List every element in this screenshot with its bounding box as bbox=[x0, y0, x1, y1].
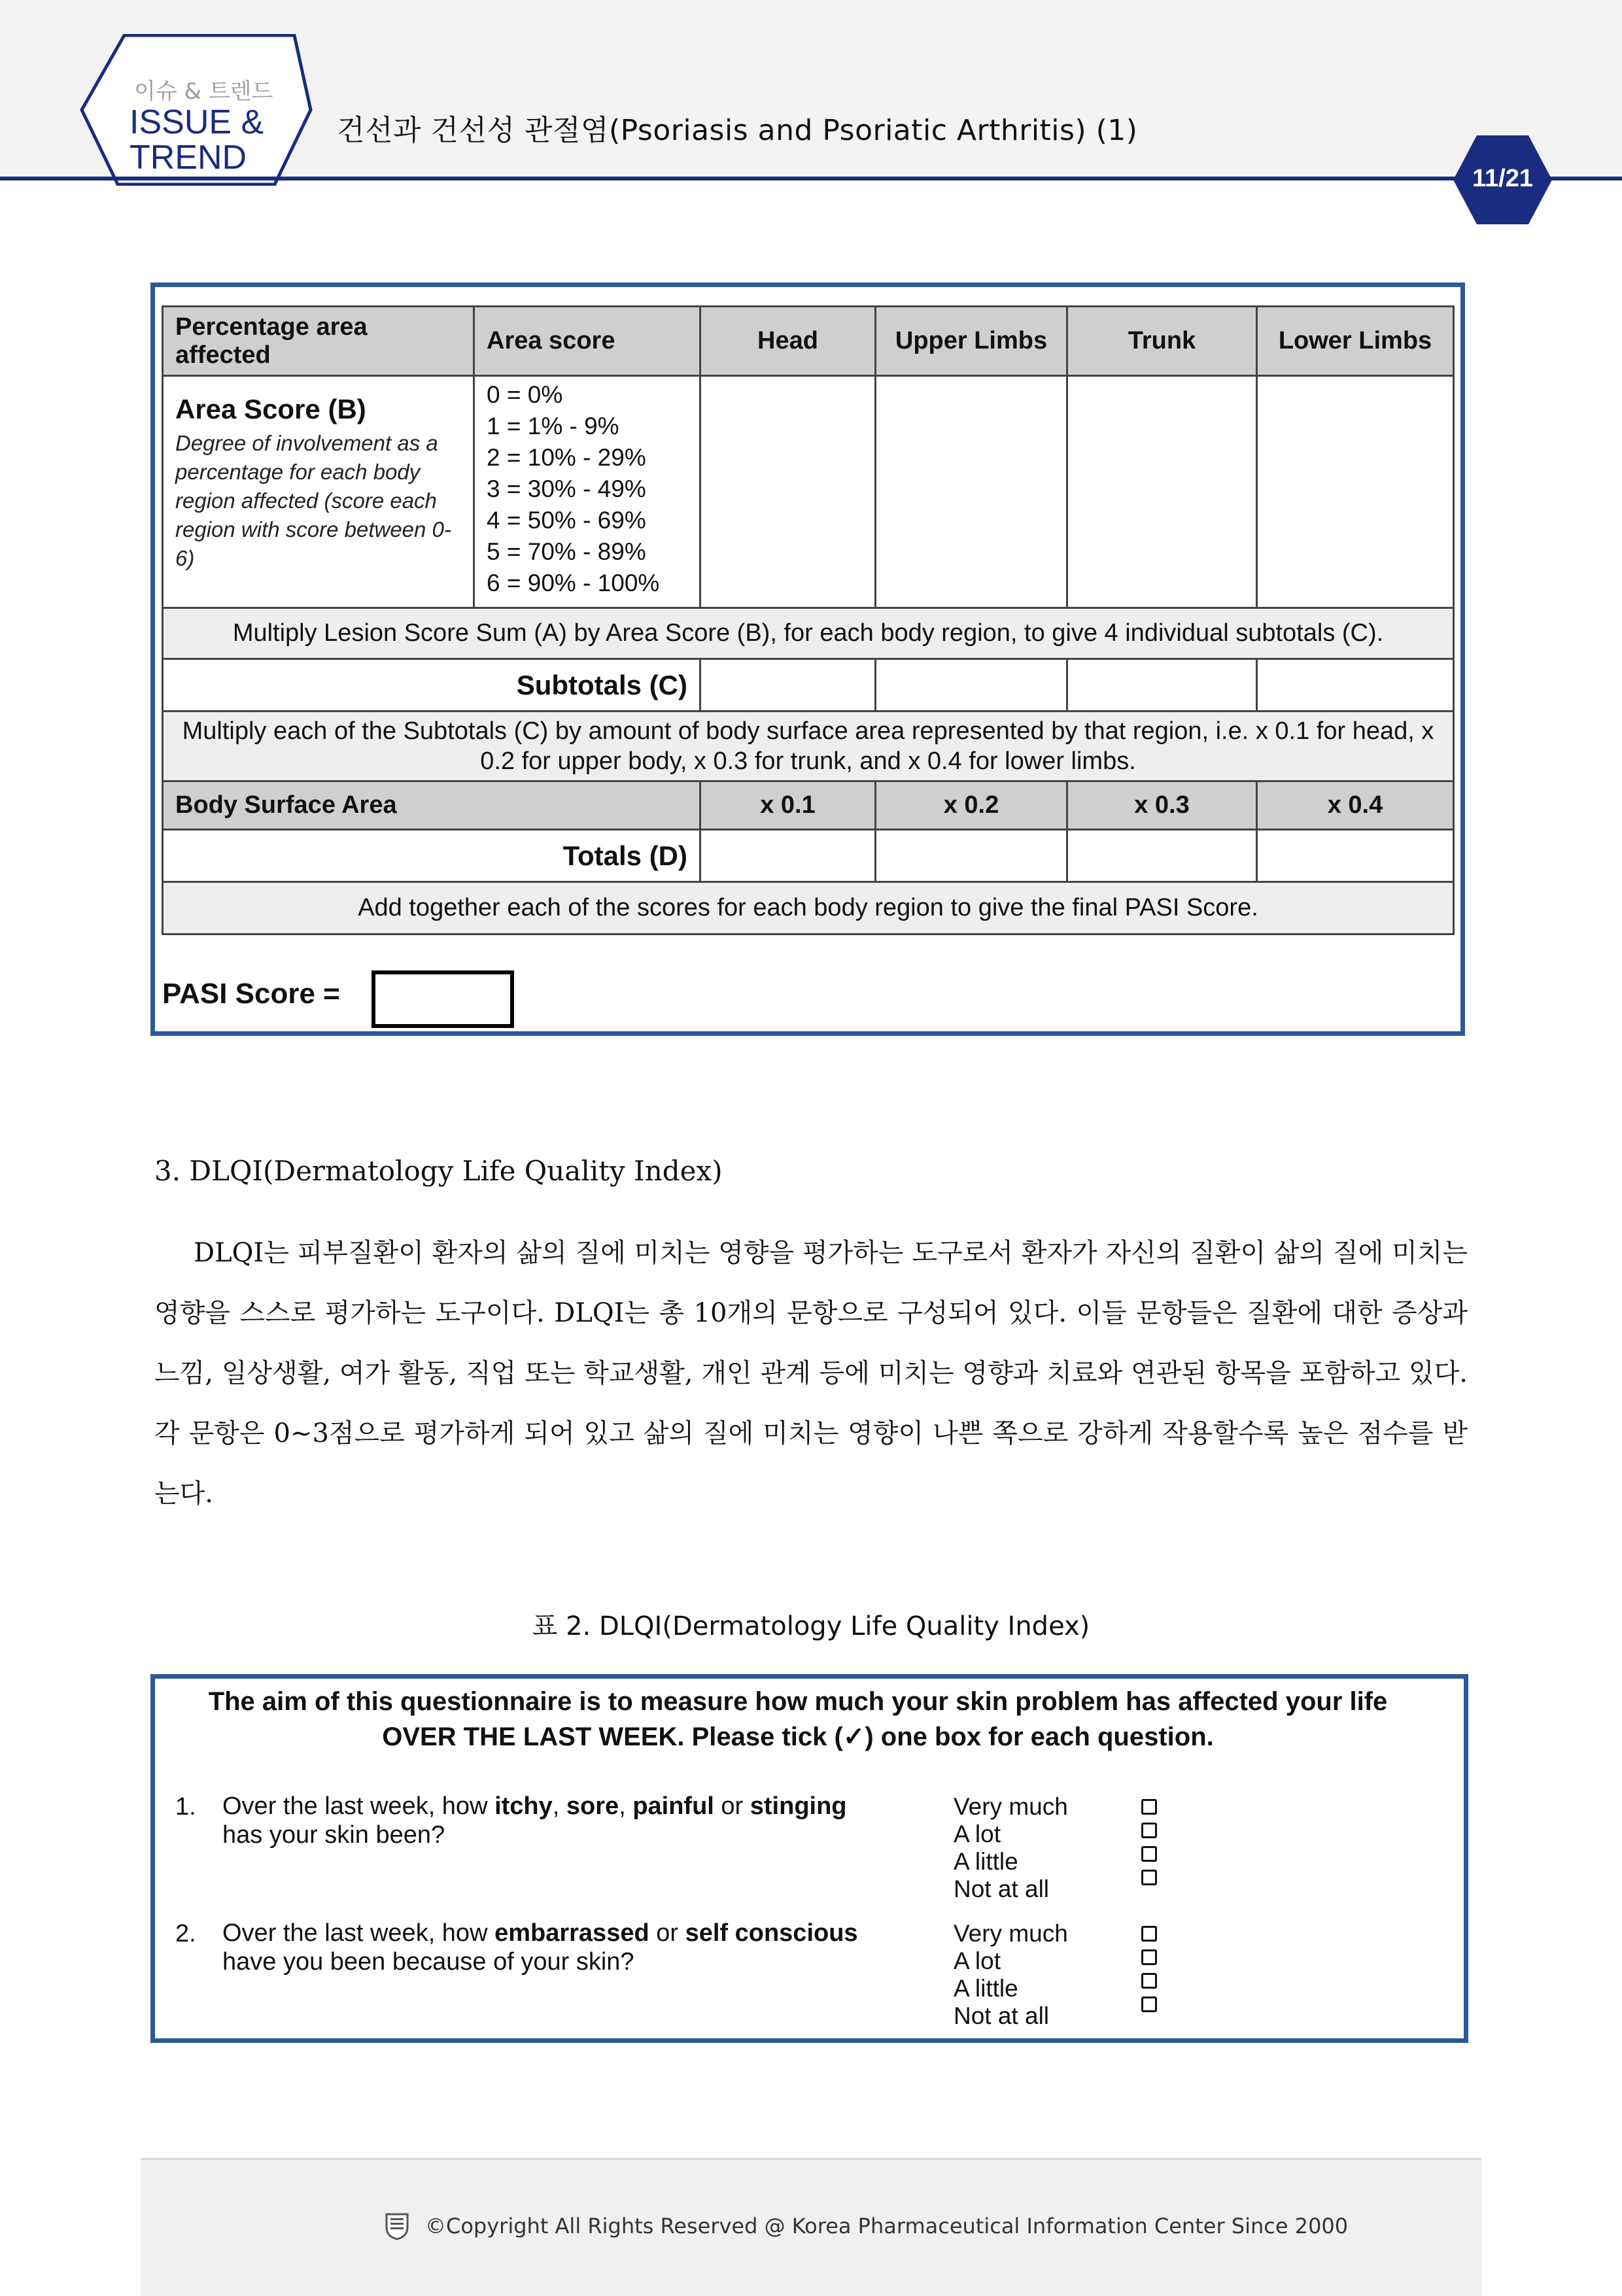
area-scale-item: 0 = 0% bbox=[487, 381, 563, 408]
area-scale-cell bbox=[474, 376, 700, 608]
area-scale-item: 1 = 1% - 9% bbox=[487, 413, 619, 439]
dlqi-paragraph: DLQI는 피부질환이 환자의 삶의 질에 미치는 영향을 평가하는 도구로서 환자가 자신의 질환이 삶의 질에 미치는 영향을 스스로 평가하는 도구이다. DLQI는 총 10개의 문항으로 구성되어 있다. 이들 문항들은 질환에 대한 증상과 느낌, 일상생활, 여가 활동, 직업 또는 학교생활, 개인 관계 등에 미치는 영향과 치료와 연관된 항목을 포함하고 있다. 각 문항은 0~3점으로 평가하게 되어 있고 삶의 질에 미치는 영향이 나쁜 쪽으로 강하게 작용할수록 높은 점수를 받는다. bbox=[154, 1238, 1468, 1509]
trunk-subtotal-input[interactable] bbox=[1067, 659, 1257, 711]
option-label: A little bbox=[954, 1975, 1018, 2002]
logo-title-line1: ISSUE & bbox=[129, 103, 264, 141]
checkbox-a-little[interactable] bbox=[1141, 1846, 1157, 1862]
option-label: Very much bbox=[954, 1920, 1068, 1947]
header-rule bbox=[0, 177, 1622, 180]
page-title: 건선과 건선성 관절염(Psoriasis and Psoriatic Arthritis) (1) bbox=[337, 114, 1138, 147]
subtotals-label: Subtotals (C) bbox=[163, 659, 700, 711]
area-scale-item: 2 = 10% - 29% bbox=[487, 444, 646, 471]
option-label: Not at all bbox=[954, 2002, 1050, 2029]
add-together-instruction: Add together each of the scores for each body region to give the final PASI Score. bbox=[163, 882, 1454, 934]
lower-limbs-subtotal-input[interactable] bbox=[1257, 659, 1454, 711]
multiply-subtotals-instruction: Multiply each of the Subtotals (C) by amount of body surface area represented by that region, i.e. x 0.1 for head, x 0.2 for upper body, x 0.3 for trunk, and x 0.4 for lower limbs. bbox=[163, 711, 1454, 781]
checkbox-a-lot[interactable] bbox=[1141, 1823, 1157, 1838]
trunk-area-input[interactable] bbox=[1067, 376, 1257, 608]
header-lower-limbs: Lower Limbs bbox=[1257, 307, 1454, 376]
question-2-number: 2. bbox=[175, 1920, 196, 1947]
lower-limbs-total-input[interactable] bbox=[1257, 830, 1454, 882]
option-label: A lot bbox=[954, 1947, 1001, 1974]
trunk-total-input[interactable] bbox=[1067, 830, 1257, 882]
dlqi-intro-line1: The aim of this questionnaire is to measure how much your skin problem has affected your life bbox=[208, 1687, 1388, 1716]
area-score-title: Area Score (B) bbox=[175, 394, 366, 424]
checkbox-not-at-all[interactable] bbox=[1141, 1870, 1157, 1885]
bsa-lower-limbs: x 0.4 bbox=[1257, 781, 1454, 830]
logo-title bbox=[129, 105, 264, 175]
dlqi-intro bbox=[157, 1684, 1439, 1755]
bsa-head: x 0.1 bbox=[700, 781, 876, 830]
upper-limbs-subtotal-input[interactable] bbox=[876, 659, 1067, 711]
logo-subtitle: 이슈 & 트렌드 bbox=[134, 78, 273, 105]
question-2-checkboxes bbox=[1141, 1920, 1157, 2020]
option-label: A lot bbox=[954, 1821, 1001, 1847]
question-2-text: Over the last week, how embarrassed or self conscious have you been because of your skin? bbox=[222, 1919, 858, 1976]
header-head: Head bbox=[700, 307, 876, 376]
dlqi-intro-line2: OVER THE LAST WEEK. Please tick (✓) one box for each question. bbox=[382, 1722, 1214, 1751]
area-score-cell bbox=[163, 376, 474, 608]
question-1-number: 1. bbox=[175, 1793, 196, 1821]
multiply-lesion-instruction: Multiply Lesion Score Sum (A) by Area Score (B), for each body region, to give 4 individual subtotals (C). bbox=[163, 608, 1454, 659]
copyright-text: ©Copyright All Rights Reserved @ Korea Pharmaceutical Information Center Since 2000 bbox=[425, 2214, 1349, 2238]
question-1-text: Over the last week, how itchy, sore, painful or stinging has your skin been? bbox=[222, 1792, 847, 1849]
question-1-checkboxes bbox=[1141, 1793, 1157, 1893]
checkbox-very-much[interactable] bbox=[1141, 1799, 1157, 1815]
area-scale-item: 4 = 50% - 69% bbox=[487, 507, 646, 534]
question-1-options bbox=[954, 1793, 1068, 1903]
head-subtotal-input[interactable] bbox=[700, 659, 876, 711]
bsa-upper-limbs: x 0.2 bbox=[876, 781, 1067, 830]
head-area-input[interactable] bbox=[700, 376, 876, 608]
header-upper-limbs: Upper Limbs bbox=[876, 307, 1067, 376]
upper-limbs-area-input[interactable] bbox=[876, 376, 1067, 608]
area-scale-item: 6 = 90% - 100% bbox=[487, 570, 660, 596]
checkbox-a-lot[interactable] bbox=[1141, 1949, 1157, 1965]
checkbox-very-much[interactable] bbox=[1141, 1926, 1157, 1942]
checkbox-not-at-all[interactable] bbox=[1141, 1996, 1157, 2012]
bsa-label: Body Surface Area bbox=[163, 781, 700, 830]
lower-limbs-area-input[interactable] bbox=[1257, 376, 1454, 608]
option-label: Very much bbox=[954, 1793, 1068, 1820]
kpic-emblem-icon bbox=[385, 2212, 409, 2240]
area-scale-item: 5 = 70% - 89% bbox=[487, 538, 646, 565]
question-2-options bbox=[954, 1920, 1068, 2030]
page-number: 11/21 bbox=[1472, 165, 1533, 192]
checkbox-a-little[interactable] bbox=[1141, 1973, 1157, 1989]
upper-limbs-total-input[interactable] bbox=[876, 830, 1067, 882]
header-area-score: Area score bbox=[474, 307, 700, 376]
area-score-description: Degree of involvement as a percentage for each body region affected (score each region with score between 0-6) bbox=[175, 431, 451, 570]
option-label: A little bbox=[954, 1848, 1018, 1875]
option-label: Not at all bbox=[954, 1876, 1050, 1902]
logo-title-line2: TREND bbox=[129, 139, 247, 177]
head-total-input[interactable] bbox=[700, 830, 876, 882]
table-caption: 표 2. DLQI(Dermatology Life Quality Index) bbox=[532, 1611, 1090, 1641]
area-scale-item: 3 = 30% - 49% bbox=[487, 475, 646, 502]
bsa-trunk: x 0.3 bbox=[1067, 781, 1257, 830]
header-percentage-area: Percentage area affected bbox=[163, 307, 474, 376]
totals-label: Totals (D) bbox=[163, 830, 700, 882]
section-heading: 3. DLQI(Dermatology Life Quality Index) bbox=[154, 1155, 723, 1187]
header-trunk: Trunk bbox=[1067, 307, 1257, 376]
pasi-table bbox=[162, 305, 1455, 935]
pasi-score-input[interactable] bbox=[371, 970, 514, 1028]
pasi-score-label: PASI Score = bbox=[162, 978, 340, 1010]
